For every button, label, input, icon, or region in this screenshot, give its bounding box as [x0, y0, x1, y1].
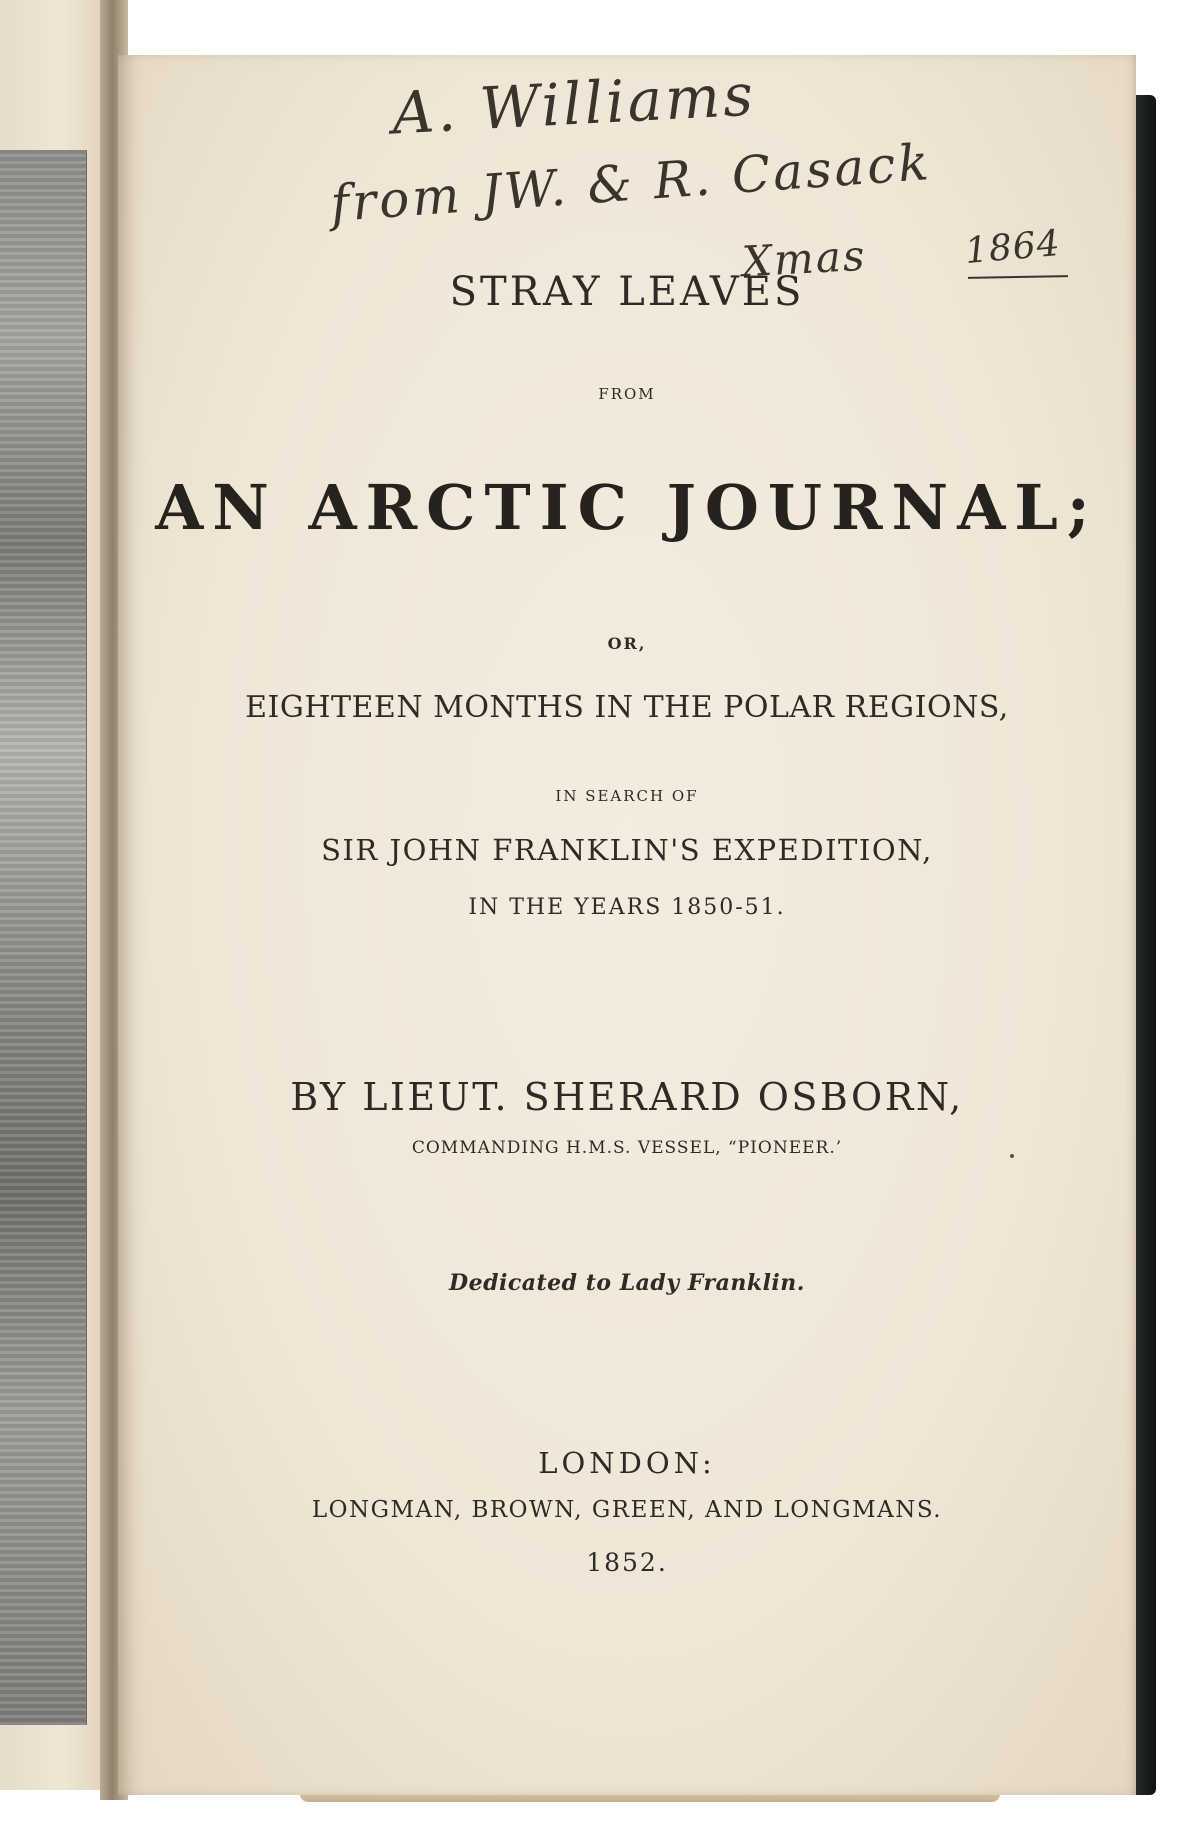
title-connector-from: FROM	[598, 385, 656, 403]
frontispiece-plate	[0, 150, 87, 1725]
subtitle-expedition: SIR JOHN FRANKLIN'S EXPEDITION,	[321, 833, 933, 867]
subtitle-connector: IN SEARCH OF	[555, 787, 699, 805]
title-line-1: STRAY LEAVES	[449, 269, 805, 315]
left-page	[0, 0, 112, 1790]
inscription-year: 1864	[963, 222, 1063, 273]
title-page	[118, 55, 1136, 1795]
imprint-date: 1852.	[586, 1548, 668, 1577]
inscription-name: A. Williams	[390, 60, 758, 148]
subtitle-years: IN THE YEARS 1850-51.	[468, 895, 786, 920]
paper-speck	[1010, 1154, 1014, 1158]
author-line: BY LIEUT. SHERARD OSBORN,	[290, 1075, 964, 1119]
inscription-occasion: Xmas	[740, 230, 868, 287]
subtitle: EIGHTEEN MONTHS IN THE POLAR REGIONS,	[245, 690, 1009, 725]
imprint-place: LONDON:	[538, 1446, 716, 1480]
title-connector-or: OR,	[607, 634, 647, 653]
dedication: Dedicated to Lady Franklin.	[449, 1270, 805, 1296]
author-role: COMMANDING H.M.S. VESSEL, “PIONEER.’	[411, 1138, 843, 1158]
inscription-from: from JW. & R. Casack	[328, 133, 934, 233]
title-line-2: AN ARCTIC JOURNAL;	[155, 471, 1099, 544]
imprint-publisher: LONGMAN, BROWN, GREEN, AND LONGMANS.	[311, 1497, 943, 1523]
